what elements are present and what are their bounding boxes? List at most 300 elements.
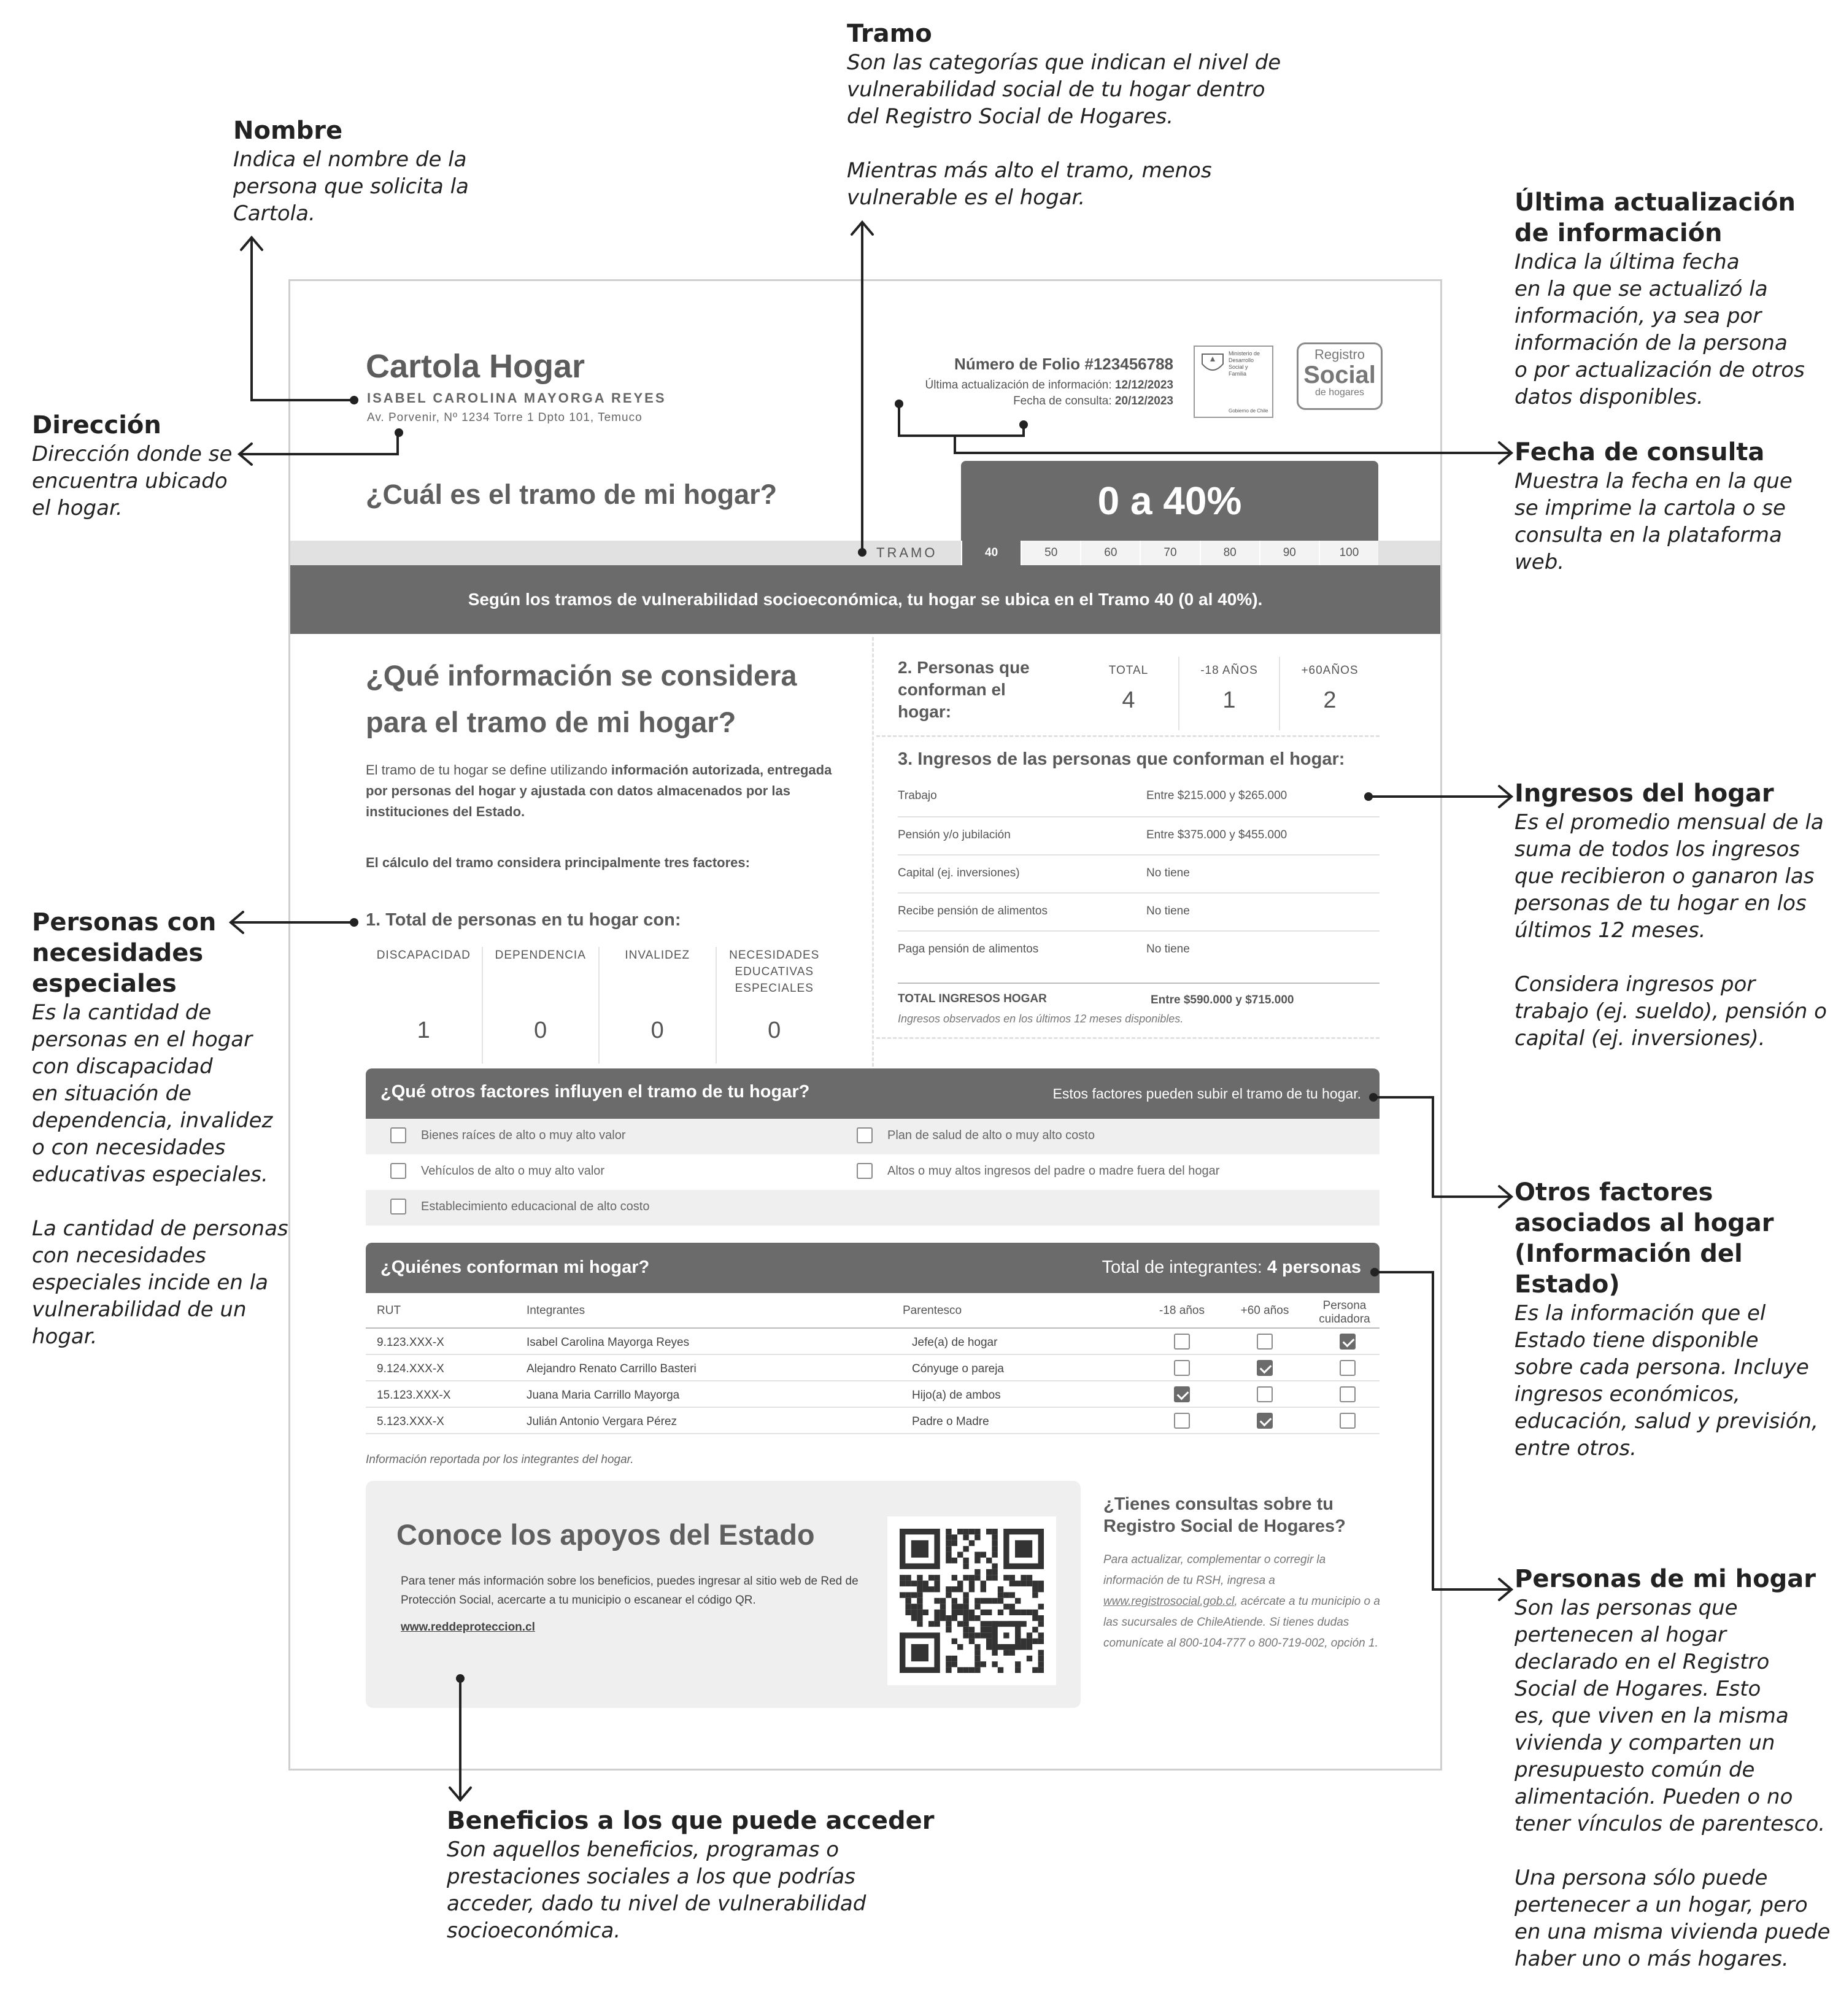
- checkbox-icon[interactable]: [1174, 1334, 1190, 1350]
- qr-module: [957, 1644, 963, 1650]
- qr-module: [986, 1575, 992, 1580]
- text-line: prestaciones sociales a los que podrías: [447, 1864, 855, 1889]
- income-row: [898, 854, 1380, 892]
- special-need-value: 1: [417, 1018, 430, 1043]
- checkbox-icon[interactable]: [390, 1127, 406, 1143]
- consultas-link[interactable]: www.registrosocial.gob.cl: [1103, 1595, 1235, 1608]
- text-line: Son las personas que: [1515, 1596, 1738, 1620]
- annotation-ingresos: [1515, 778, 1827, 1052]
- annotation-body: [1515, 468, 1793, 576]
- text-line: o por actualización de otros: [1515, 358, 1805, 382]
- income-value: No tiene: [1146, 905, 1190, 917]
- checkbox-icon[interactable]: [1174, 1360, 1190, 1376]
- text-line: trabajo (ej. sueldo), pensión o: [1515, 999, 1827, 1024]
- qr-module: [963, 1632, 968, 1638]
- factors-text: El cálculo del tramo considera principalmente tres factores:: [366, 855, 750, 870]
- qr-module: [1009, 1650, 1015, 1655]
- qr-module: [981, 1621, 986, 1626]
- text-line: es, que viven en la misma: [1515, 1704, 1789, 1728]
- text-line: web.: [1515, 550, 1565, 574]
- qr-module: [952, 1661, 957, 1667]
- tramo-question: ¿Cuál es el tramo de mi hogar?: [366, 479, 778, 510]
- info-intro: [366, 760, 832, 822]
- qr-module: [917, 1610, 922, 1615]
- qr-module: [969, 1581, 975, 1586]
- qr-module: [986, 1644, 992, 1650]
- qr-module: [900, 1575, 905, 1580]
- text-line: Estado tiene disponible: [1515, 1328, 1759, 1353]
- qr-module: [981, 1581, 986, 1586]
- special-need-value: 0: [650, 1018, 664, 1043]
- qr-module: [911, 1581, 917, 1586]
- range-value: 0 a 40%: [1097, 479, 1242, 523]
- qr-module: [923, 1586, 928, 1592]
- qr-module: [946, 1552, 951, 1558]
- text-line: necesidades: [32, 939, 204, 967]
- checkbox-icon[interactable]: [1257, 1334, 1273, 1350]
- text-line: el hogar.: [32, 496, 123, 520]
- qr-module: [1038, 1661, 1044, 1667]
- member-o60-checkbox: [1257, 1334, 1273, 1350]
- qr-module: [963, 1598, 968, 1604]
- annotation-nombre: [233, 115, 469, 227]
- persons-item: [1280, 657, 1380, 730]
- text-line: en situación de: [32, 1081, 191, 1106]
- qr-module: [952, 1586, 957, 1592]
- checkbox-icon[interactable]: [1174, 1413, 1190, 1429]
- annotation-tramo: [847, 18, 1281, 211]
- special-need-label: DISCAPACIDAD: [376, 949, 471, 962]
- text-line: que recibieron o ganaron las: [1515, 864, 1815, 889]
- qr-module: [911, 1615, 917, 1621]
- section-divider: [876, 1037, 1380, 1039]
- qr-module: [952, 1604, 957, 1609]
- qr-module: [1027, 1656, 1032, 1661]
- text-line: en una misma vivienda puede: [1515, 1920, 1831, 1944]
- checkbox-icon[interactable]: [1340, 1386, 1356, 1402]
- member-care-checkbox: [1340, 1334, 1356, 1350]
- members-column-header: Parentesco: [903, 1304, 962, 1317]
- special-need-label: NECESIDADES EDUCATIVAS ESPECIALES: [729, 949, 820, 995]
- qr-module: [946, 1586, 951, 1592]
- qr-module: [975, 1650, 980, 1655]
- special-need-item: [600, 947, 717, 1064]
- income-label: Trabajo: [898, 789, 937, 802]
- text-line: vulnerabilidad de un: [32, 1297, 247, 1322]
- special-need-item: [717, 947, 833, 1064]
- other-factor-item: [390, 1127, 626, 1143]
- qr-module: [1038, 1667, 1044, 1673]
- qr-module: [1003, 1604, 1009, 1609]
- members-column-header: Integrantes: [527, 1304, 585, 1317]
- qr-module: [952, 1615, 957, 1621]
- update-label: Última actualización de información:: [925, 379, 1112, 392]
- member-relationship: Cónyuge o pareja: [912, 1362, 1004, 1375]
- qr-code[interactable]: [887, 1516, 1056, 1685]
- checkbox-icon[interactable]: [390, 1163, 406, 1179]
- checkbox-icon[interactable]: [1257, 1386, 1273, 1402]
- qr-module: [986, 1569, 992, 1575]
- text-line: educación, salud y previsión,: [1515, 1409, 1818, 1434]
- qr-module: [1003, 1592, 1009, 1597]
- other-factor-item: [390, 1163, 604, 1179]
- checkbox-icon[interactable]: [390, 1199, 406, 1215]
- qr-module: [1038, 1581, 1044, 1586]
- qr-module: [998, 1592, 1003, 1597]
- text-line: declarado en el Registro: [1515, 1650, 1770, 1674]
- qr-module: [957, 1610, 963, 1615]
- persons-item: [1179, 657, 1280, 730]
- qr-module: [975, 1615, 980, 1621]
- qr-module: [911, 1610, 917, 1615]
- section-divider: [876, 735, 1380, 737]
- qr-module: [1021, 1621, 1026, 1626]
- text-line: tener vínculos de parentesco.: [1515, 1812, 1826, 1836]
- qr-module: [998, 1610, 1003, 1615]
- other-factors-list: [366, 1119, 1380, 1226]
- text-line: La cantidad de personas: [32, 1216, 288, 1241]
- income-value: No tiene: [1146, 943, 1190, 956]
- qr-module: [952, 1558, 957, 1563]
- text-line: (Información del: [1515, 1240, 1743, 1268]
- qr-module: [1003, 1650, 1009, 1655]
- qr-module: [1038, 1650, 1044, 1655]
- annotation-title: Fecha de consulta: [1515, 438, 1765, 466]
- qr-module: [952, 1639, 957, 1644]
- text-line: Desarrollo: [1229, 357, 1254, 363]
- qr-module: [905, 1598, 911, 1604]
- qr-module: [1027, 1632, 1032, 1638]
- text-line: Es el promedio mensual de la: [1515, 810, 1824, 835]
- text-line: del Registro Social de Hogares.: [847, 104, 1174, 129]
- text-line: acceder, dado tu nivel de vulnerabilidad: [447, 1891, 866, 1916]
- qr-module: [963, 1667, 968, 1673]
- members-column-header: -18 años: [1159, 1304, 1205, 1317]
- cartola-document: [288, 279, 1442, 1771]
- qr-module: [1032, 1667, 1038, 1673]
- qr-module: [905, 1610, 911, 1615]
- qr-module: [946, 1534, 951, 1540]
- qr-module: [963, 1627, 968, 1632]
- member-name: Julián Antonio Vergara Pérez: [527, 1415, 677, 1428]
- income-row: [898, 816, 1380, 854]
- income-label: Paga pensión de alimentos: [898, 943, 1039, 956]
- text-line: pertenecen al hogar: [1515, 1623, 1726, 1647]
- qr-module: [946, 1615, 951, 1621]
- annotation-ultima-actualizacion: [1515, 187, 1805, 411]
- text-line: personas en el hogar: [32, 1027, 253, 1052]
- qr-module: [911, 1592, 917, 1597]
- qr-module: [928, 1586, 934, 1592]
- member-name: Isabel Carolina Mayorga Reyes: [527, 1336, 690, 1349]
- text-line: Social de Hogares. Esto: [1515, 1677, 1761, 1701]
- qr-module: [1032, 1581, 1038, 1586]
- arrow-icon: [1499, 1186, 1511, 1207]
- annotation-title: Ingresos del hogar: [1515, 779, 1774, 808]
- text-line: Familia: [1229, 371, 1247, 377]
- other-factors-header: [366, 1068, 1380, 1119]
- text-line: con necesidades: [32, 1243, 206, 1268]
- qr-module: [1021, 1644, 1026, 1650]
- qr-module: [917, 1621, 922, 1626]
- other-factor-item: [857, 1163, 1219, 1179]
- member-o60-checkbox: [1257, 1360, 1273, 1376]
- qr-module: [992, 1569, 997, 1575]
- member-rut: 15.123.XXX-X: [377, 1389, 451, 1402]
- qr-module: [946, 1540, 951, 1546]
- member-u18-checkbox: [1174, 1413, 1190, 1429]
- qr-module: [963, 1610, 968, 1615]
- income-row: [898, 930, 1380, 968]
- member-rut: 9.124.XXX-X: [377, 1362, 444, 1375]
- text-line: vulnerabilidad social de tu hogar dentro: [847, 77, 1265, 102]
- qr-module: [998, 1586, 1003, 1592]
- members-note: Información reportada por los integrantes del hogar.: [366, 1453, 634, 1466]
- qr-module: [969, 1586, 975, 1592]
- text-line: datos disponibles.: [1515, 385, 1704, 409]
- annotation-title: Nombre: [233, 117, 343, 145]
- annotation-body: [847, 49, 1281, 211]
- qr-module: [981, 1586, 986, 1592]
- checkbox-icon[interactable]: [857, 1163, 873, 1179]
- members-table: [366, 1293, 1380, 1434]
- qr-module: [992, 1540, 997, 1546]
- qr-module: [952, 1598, 957, 1604]
- qr-module: [1032, 1592, 1038, 1597]
- apoyos-title: Conoce los apoyos del Estado: [396, 1518, 815, 1551]
- persons-label: +60AÑOS: [1301, 664, 1359, 677]
- checkbox-icon[interactable]: [1340, 1413, 1356, 1429]
- annotation-body: [32, 441, 232, 522]
- qr-module: [981, 1632, 986, 1638]
- text-line: persona que solicita la: [233, 174, 469, 199]
- text-line: Otros factores: [1515, 1178, 1713, 1207]
- qr-module: [963, 1534, 968, 1540]
- consultas-text-a: Para actualizar, complementar o corregir la información de tu RSH, ingresa a: [1103, 1553, 1326, 1587]
- qr-module: [923, 1581, 928, 1586]
- checkbox-icon[interactable]: [1257, 1413, 1273, 1429]
- text-line: ¿Qué información se considera: [366, 659, 797, 692]
- qr-module: [975, 1575, 980, 1580]
- member-row: [366, 1355, 1380, 1381]
- annotation-body: [447, 1836, 934, 1944]
- annotation-body: [1515, 249, 1805, 411]
- member-o60-checkbox: [1257, 1386, 1273, 1402]
- qr-module: [946, 1661, 951, 1667]
- special-need-label: INVALIDEZ: [625, 949, 690, 962]
- text-line: Personas con: [32, 908, 217, 937]
- qr-module: [975, 1667, 980, 1673]
- text-line: Una persona sólo puede: [1515, 1866, 1768, 1890]
- qr-module: [917, 1604, 922, 1609]
- qr-module: [946, 1558, 951, 1563]
- apoyos-box: [366, 1481, 1081, 1708]
- qr-module: [986, 1639, 992, 1644]
- arrow-icon: [241, 238, 262, 250]
- qr-module: [957, 1667, 963, 1673]
- member-relationship: Hijo(a) de ambos: [912, 1389, 1001, 1402]
- special-need-item: [483, 947, 600, 1064]
- text-line: encuentra ubicado: [32, 469, 228, 493]
- qr-module: [905, 1592, 911, 1597]
- qr-module: [957, 1552, 963, 1558]
- qr-module: [963, 1615, 968, 1621]
- other-factor-label: Vehículos de alto o muy alto valor: [421, 1164, 605, 1178]
- member-care-checkbox: [1340, 1413, 1356, 1429]
- qr-module: [946, 1627, 951, 1632]
- qr-module: [1027, 1644, 1032, 1650]
- qr-module: [975, 1604, 980, 1609]
- annotation-beneficios: [447, 1806, 934, 1944]
- text-line: Cartola.: [233, 201, 315, 226]
- consultas-title: [1103, 1493, 1386, 1537]
- income-total-label: TOTAL INGRESOS HOGAR: [898, 992, 1047, 1005]
- qr-module: [911, 1604, 917, 1609]
- special-needs-grid: [366, 947, 832, 1064]
- text-line: capital (ej. inversiones).: [1515, 1026, 1766, 1051]
- income-table: [898, 778, 1380, 968]
- text-line: asociados al hogar: [1515, 1209, 1774, 1237]
- annotation-title: Dirección: [32, 411, 161, 439]
- qr-module: [1015, 1667, 1021, 1673]
- qr-module: [963, 1558, 968, 1563]
- apoyos-link[interactable]: www.reddeproteccion.cl: [401, 1621, 535, 1634]
- members-total: [1102, 1257, 1361, 1278]
- qr-module: [957, 1604, 963, 1609]
- qr-module: [975, 1552, 980, 1558]
- qr-module: [992, 1598, 997, 1604]
- qr-module: [975, 1632, 980, 1638]
- member-relationship: Jefe(a) de hogar: [912, 1336, 998, 1349]
- text-line: Es la información que el: [1515, 1301, 1766, 1326]
- text-line: Son las categorías que indican el nivel de: [847, 50, 1281, 75]
- qr-module: [1038, 1604, 1044, 1609]
- qr-module: [952, 1540, 957, 1546]
- qr-module: [940, 1604, 946, 1609]
- checkbox-icon[interactable]: [1174, 1386, 1190, 1402]
- qr-module: [969, 1540, 975, 1546]
- member-u18-checkbox: [1174, 1334, 1190, 1350]
- text-line: Ministerio de: [1229, 350, 1260, 357]
- qr-module: [946, 1529, 951, 1534]
- qr-module: [934, 1598, 940, 1604]
- qr-module: [969, 1575, 975, 1580]
- persons-value: 1: [1222, 687, 1236, 713]
- qr-module: [946, 1667, 951, 1673]
- special-need-value: 0: [768, 1018, 781, 1043]
- income-row: [898, 778, 1380, 816]
- qr-module: [934, 1575, 940, 1580]
- qr-module: [905, 1581, 911, 1586]
- checkbox-icon[interactable]: [1257, 1360, 1273, 1376]
- qr-module: [957, 1529, 963, 1534]
- arrow-icon: [450, 1788, 471, 1800]
- query-date: 20/12/2023: [1114, 395, 1173, 407]
- persons-grid: [1079, 657, 1380, 730]
- ministry-logo: [1194, 346, 1273, 418]
- text-line: Mientras más alto el tramo, menos: [847, 158, 1212, 183]
- other-factor-item: [857, 1127, 1095, 1143]
- income-value: No tiene: [1146, 867, 1190, 879]
- member-u18-checkbox: [1174, 1360, 1190, 1376]
- checkbox-icon[interactable]: [857, 1127, 873, 1143]
- annotation-title: [1515, 1177, 1818, 1300]
- other-factor-label: Altos o muy altos ingresos del padre o madre fuera del hogar: [887, 1164, 1220, 1178]
- section3-title: 3. Ingresos de las personas que conforman el hogar:: [898, 749, 1345, 769]
- persons-label: TOTAL: [1108, 664, 1149, 677]
- members-header-row: [366, 1293, 1380, 1329]
- qr-module: [940, 1598, 946, 1604]
- annotation-body: [1515, 1300, 1818, 1462]
- member-name: Juana Maria Carrillo Mayorga: [527, 1389, 680, 1402]
- qr-module: [969, 1610, 975, 1615]
- special-need-value: 0: [534, 1018, 547, 1043]
- qr-module: [1009, 1592, 1015, 1597]
- members-total-label: Total de integrantes:: [1102, 1257, 1267, 1277]
- qr-module: [975, 1644, 980, 1650]
- arrow-icon: [239, 444, 252, 465]
- annotation-body: [1515, 1594, 1830, 1972]
- qr-module: [963, 1592, 968, 1597]
- qr-module: [1038, 1621, 1044, 1626]
- qr-module: [992, 1575, 997, 1580]
- text-line: socioeconómica.: [447, 1918, 621, 1943]
- other-factor-label: Bienes raíces de alto o muy alto valor: [421, 1128, 626, 1142]
- section1-title: 1. Total de personas en tu hogar con:: [366, 910, 681, 930]
- qr-align: [1003, 1632, 1009, 1638]
- checkbox-icon[interactable]: [1340, 1360, 1356, 1376]
- qr-module: [981, 1627, 986, 1632]
- qr-module: [969, 1615, 975, 1621]
- other-factors-title: ¿Qué otros factores influyen el tramo de tu hogar?: [380, 1082, 810, 1102]
- qr-finder: [911, 1644, 928, 1661]
- text-line: educativas especiales.: [32, 1162, 268, 1187]
- qr-module: [992, 1650, 997, 1655]
- update-date: 12/12/2023: [1114, 379, 1173, 392]
- text-line: ingresos económicos,: [1515, 1382, 1740, 1407]
- qr-module: [969, 1632, 975, 1638]
- qr-module: [986, 1558, 992, 1563]
- persons-value: 2: [1323, 687, 1337, 713]
- qr-module: [975, 1656, 980, 1661]
- text-line: ¿Tienes consultas sobre tu: [1103, 1494, 1333, 1514]
- qr-module: [1032, 1615, 1038, 1621]
- text-line: presupuesto común de: [1515, 1758, 1755, 1782]
- text-line: entre otros.: [1515, 1436, 1637, 1461]
- qr-module: [986, 1610, 992, 1615]
- qr-module: [917, 1592, 922, 1597]
- member-rut: 9.123.XXX-X: [377, 1336, 444, 1349]
- qr-module: [934, 1581, 940, 1586]
- qr-module: [969, 1667, 975, 1673]
- member-relationship: Padre o Madre: [912, 1415, 989, 1428]
- text-line: Última actualización: [1515, 188, 1796, 217]
- checkbox-icon[interactable]: [1340, 1334, 1356, 1350]
- text-line: Muestra la fecha en la que: [1515, 469, 1793, 493]
- text-line: consulta en la plataforma: [1515, 523, 1782, 547]
- member-care-checkbox: [1340, 1386, 1356, 1402]
- qr-module: [946, 1592, 951, 1597]
- rsh-logo-line: Registro: [1314, 347, 1365, 362]
- qr-module: [946, 1656, 951, 1661]
- text-line: Indica la última fecha: [1515, 250, 1740, 274]
- text-line: dependencia, invalidez: [32, 1108, 273, 1133]
- other-factor-item: [390, 1199, 649, 1215]
- member-row: [366, 1381, 1380, 1408]
- qr-module: [992, 1529, 997, 1534]
- address: Av. Porvenir, Nº 1234 Torre 1 Dpto 101, Temuco: [367, 411, 643, 424]
- qr-module: [934, 1615, 940, 1621]
